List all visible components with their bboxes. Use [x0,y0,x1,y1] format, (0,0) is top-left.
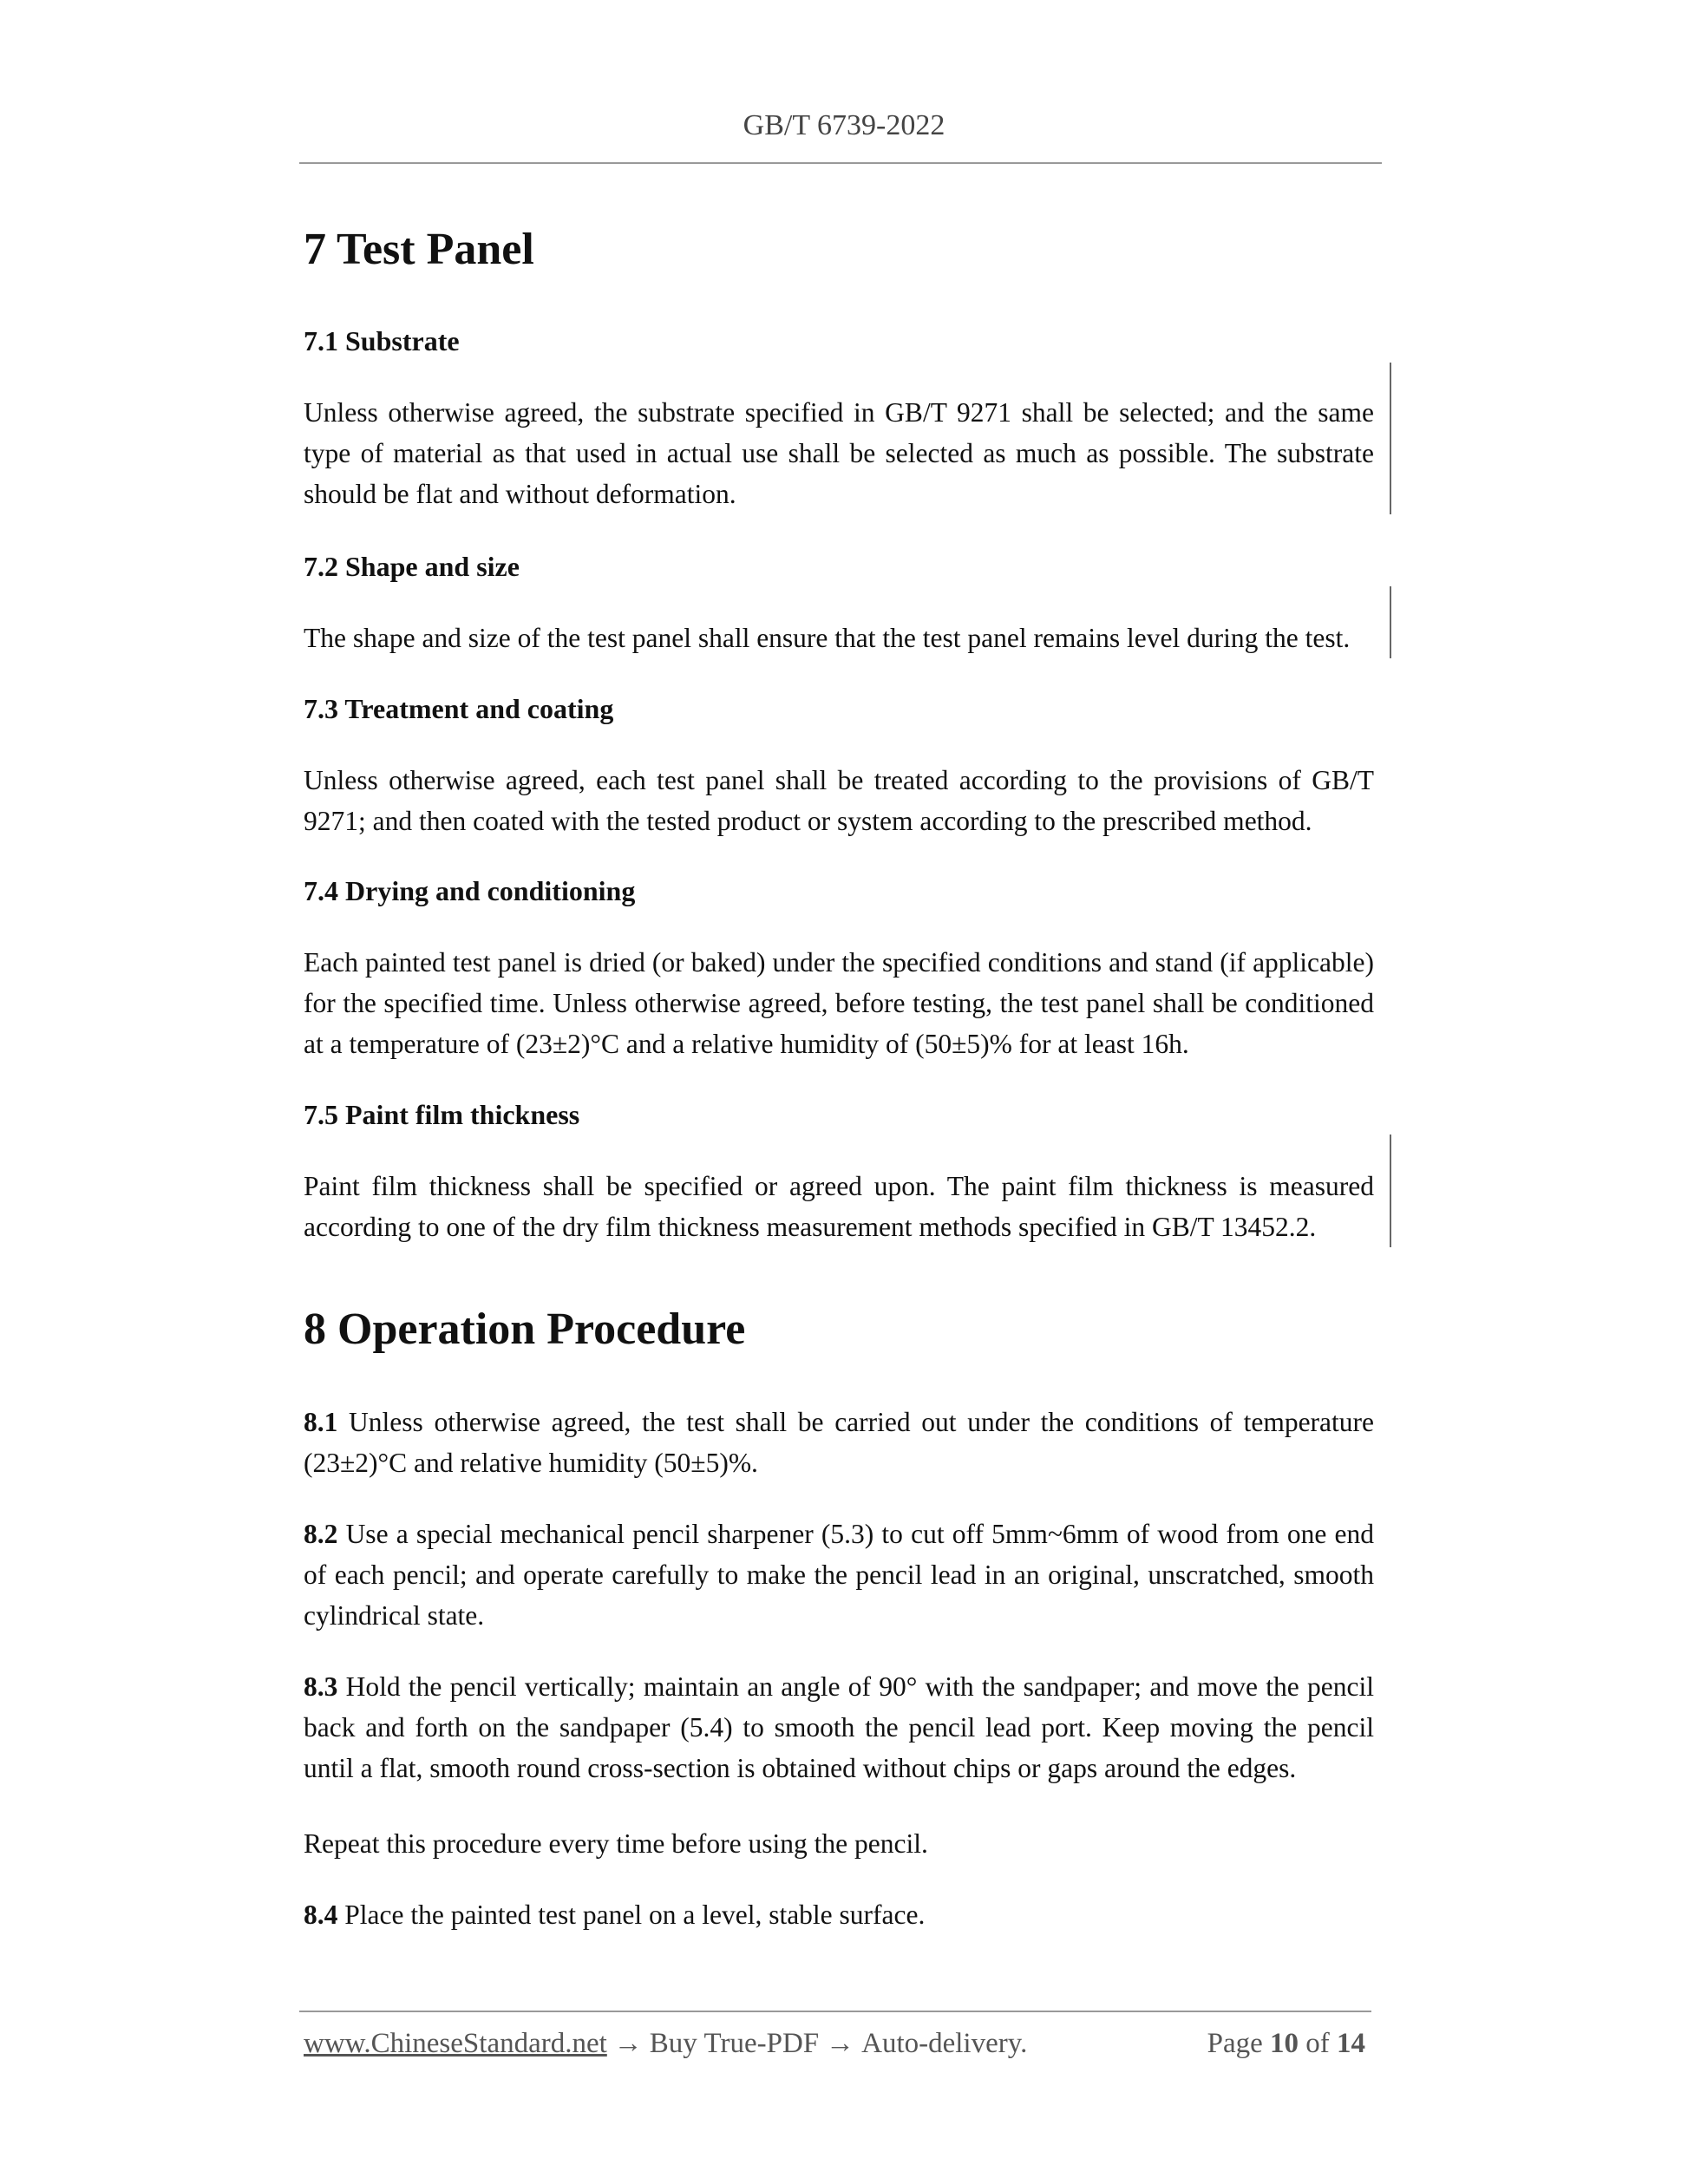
clause-8-2 [304,1514,1374,1636]
clause-8-3-note-text: Repeat this procedure every time before using the pencil. [304,1828,928,1859]
clause-8-2-text: Use a special mechanical pencil sharpener (5.3) to cut off 5mm~6mm of wood from one end of each pencil; and operate carefully to make the pencil lead in an original, unscratched, smooth cylindrical state. [304,1519,1375,1631]
of-label: of [1305,2028,1330,2059]
clause-8-4-text: Place the painted test panel on a level, stable surface. [344,1900,926,1930]
clause-8-4-number: 8.4 [304,1900,338,1930]
section-8-heading: 8 Operation Procedure [304,1305,746,1354]
paragraph-7-1: Unless otherwise agreed, the substrate specified in GB/T 9271 shall be selected; and the same type of material as that used in actual use shall be selected as much as possible. The substrate should be flat and without deformation. [304,397,1374,509]
change-bar-7-2 [1390,586,1391,658]
subsection-7-1-body [304,392,1374,514]
clause-8-2-number: 8.2 [304,1519,338,1549]
page-indicator [1207,2028,1365,2060]
subsection-7-3-heading-block [304,691,1374,726]
footer-promo [304,2028,1027,2060]
clause-8-3-number: 8.3 [304,1671,338,1702]
subsection-7-3-body [304,760,1374,841]
clause-8-1-text: Unless otherwise agreed, the test shall be carried out under the conditions of temperature (23±2)°C and relative humidity (50±5)%. [304,1407,1374,1478]
page-current: 10 [1270,2028,1299,2059]
section-7-heading: 7 Test Panel [304,225,534,274]
document-code-header: GB/T 6739-2022 [743,109,945,141]
paragraph-7-2: The shape and size of the test panel shall ensure that the test panel remains level during the test. [304,623,1351,653]
paragraph-7-4: Each painted test panel is dried (or baked) under the specified conditions and stand (if applicable) for the specified time. Unless otherwise agreed, before testing, the test panel shall be conditioned at a temperature of (23±2)°C and a relative humidity of (50±5)% for at least 16h. [304,947,1374,1059]
clause-8-3-text: Hold the pencil vertically; maintain an angle of 90° with the sandpaper; and move the pencil back and forth on the sandpaper (5.4) to smooth the pencil lead port. Keep moving the pencil until a flat, smooth round cross-section is obtained without chips or gaps around the edges. [304,1671,1375,1783]
paragraph-7-3: Unless otherwise agreed, each test panel shall be treated according to the provisions of GB/T 9271; and then coated with the tested product or system according to the prescribed method. [304,765,1374,836]
clause-8-4 [304,1894,1374,1935]
change-bar-7-1 [1390,363,1391,514]
arrow-right-icon: → [613,2028,643,2059]
subsection-7-1-heading-block [304,324,1374,358]
footer-divider [299,2011,1371,2012]
buy-true-pdf-text: Buy True-PDF [649,2028,820,2059]
subsection-7-2-heading: 7.2 Shape and size [304,551,520,582]
clause-8-3-note [304,1823,1374,1864]
arrow-right-icon: → [826,2028,855,2059]
header-divider [299,162,1382,164]
subsection-7-5-heading: 7.5 Paint film thickness [304,1099,580,1130]
page-total: 14 [1337,2028,1365,2059]
subsection-7-4-heading-block [304,873,1374,908]
subsection-7-5-body [304,1166,1374,1247]
subsection-7-3-heading: 7.3 Treatment and coating [304,693,614,724]
page-label: Page [1207,2028,1263,2059]
subsection-7-4-heading: 7.4 Drying and conditioning [304,875,636,906]
subsection-7-4-body [304,942,1374,1064]
change-bar-7-5 [1390,1135,1391,1247]
auto-delivery-text: Auto-delivery. [861,2028,1028,2059]
subsection-7-1-heading: 7.1 Substrate [304,325,460,356]
subsection-7-2-heading-block [304,549,1374,584]
subsection-7-2-body [304,618,1374,658]
section-8-heading-block [304,1304,1374,1356]
clause-8-3 [304,1666,1374,1788]
subsection-7-5-heading-block [304,1097,1374,1132]
paragraph-7-5: Paint film thickness shall be specified or agreed upon. The paint film thickness is measured according to one of the dry film thickness measurement methods specified in GB/T 13452.2. [304,1171,1374,1242]
section-7-heading-block [304,224,1374,276]
clause-8-1 [304,1402,1374,1483]
chinesestandard-link[interactable]: www.ChineseStandard.net [304,2028,607,2059]
clause-8-1-number: 8.1 [304,1407,338,1437]
